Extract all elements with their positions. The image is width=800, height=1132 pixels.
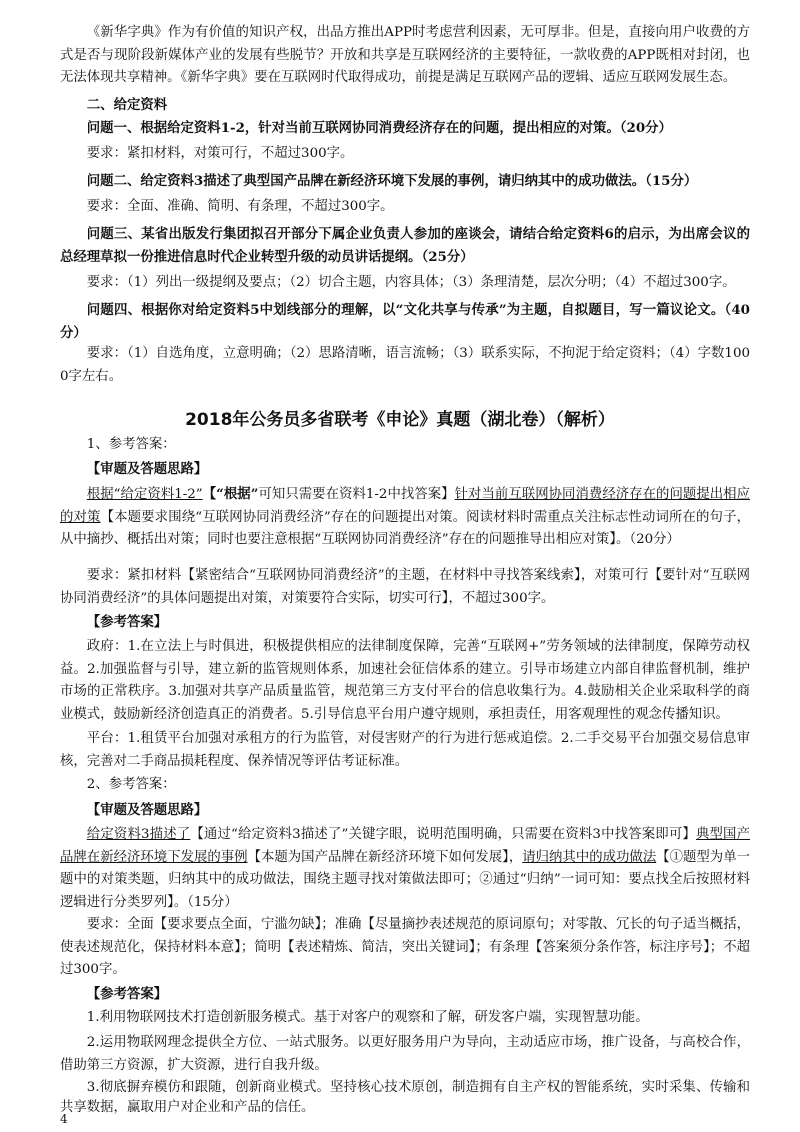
question-1-prompt: 问题一、根据给定资料1-2，针对当前互联网协同消费经济存在的问题，提出相应的对策。（20分） [86, 120, 672, 136]
answer-1-label: 1、参考答案： [86, 437, 176, 452]
question-4-prompt: 问题四、根据你对给定资料5中划线部分的理解，以“文化共享与传承”为主题，自拟题目，写一篇议论文。（40分） [60, 302, 750, 341]
intro-paragraph: 《新华字典》作为有价值的知识产权，出品方推出APP时考虑营利因素，无可厚非。但是，直接向用户收费的方式是否与现阶段新媒体产业的发展有些脱节？开放和共享是互联网经济的主要特征，一款收费的APP既相对封闭，也无法体现共享精神。《新华字典》要在互联网时代取得成功，前提是满足互联网产品的逻辑、适应互联网发展生态。 [60, 25, 750, 85]
approach-note: 【通过“给定资料3描述了”关键字眼，说明范围明确，只需要在资料3中找答案即可】 [190, 827, 696, 842]
question-3-prompt: 问题三、某省出版发行集团拟召开部分下属企业负责人参加的座谈会，请结合给定资料6的启示，为出席会议的总经理草拟一份推进信息时代企业转型升级的动员讲话提纲。（25分） [60, 226, 750, 265]
answer-2-approach-heading: 【审题及答题思路】 [86, 802, 208, 818]
answer-2-reference-heading: 【参考答案】 [86, 986, 168, 1002]
page-number: 4 [60, 1112, 68, 1126]
approach-keyword: 【“根据” [202, 486, 259, 502]
answer-1-requirement-detail: 要求：紧扣材料【紧密结合“互联网协同消费经济”的主题，在材料中寻找答案线索】，对策可行【要针对“互联网协同消费经济”的具体问题提出对策，对策要符合实际，切实可行】，不超过300字。 [60, 568, 750, 606]
question-2-prompt: 问题二、给定资料3描述了典型国产品牌在新经济环境下发展的事例，请归纳其中的成功做法。（15分） [86, 173, 698, 189]
answer-2-point-1: 1.利用物联网技术打造创新服务模式。基于对客户的观察和了解，研发客户端，实现智慧功能。 [86, 1010, 649, 1025]
approach-key-phrase: 典型国产品牌在新经济环境下发展的事例 [60, 827, 750, 865]
approach-note: 【本题为国产品牌在新经济环境下如何发展】， [247, 849, 523, 865]
question-1-requirement: 要求：紧扣材料，对策可行，不超过300字。 [86, 146, 354, 161]
answer-2-point-3: 3.彻底摒弃模仿和跟随，创新商业模式。坚持核心技术原创，制造拥有自主产权的智能系统，实时采集、传输和共享数据，赢取用户对企业和产品的信任。 [60, 1080, 750, 1115]
answer-1-approach [60, 483, 750, 552]
answer-2-approach [60, 824, 750, 914]
section-heading: 二、给定资料 [86, 97, 168, 113]
answer-2-label: 2、参考答案： [86, 777, 176, 792]
question-3-requirement: 要求：（1）列出一级提纲及要点；（2）切合主题，内容具体；（3）条理清楚，层次分明；（4）不超过300字。 [86, 275, 736, 290]
answer-1-platform: 平台：1.租赁平台加强对承租方的行为监管，对侵害财产的行为进行惩戒追偿。2.二手交易平台加强交易信息审核，完善对二手商品损耗程度、保养情况等评估考证标准。 [60, 731, 750, 769]
analysis-title: 2018年公务员多省联考《申论》真题（湖北卷）（解析） [185, 410, 615, 430]
answer-1-approach-heading: 【审题及答题思路】 [86, 461, 208, 477]
approach-key-phrase: 根据“给定资料1-2” [86, 487, 203, 502]
answer-1-government: 政府：1.在立法上与时俱进，积极提供相应的法律制度保障，完善“互联网+”劳务领域的法律制度，保障劳动权益。2.加强监督与引导，建立新的监管规则体系，加速社会征信体系的建立。引导市场建立内部自律监督机制，维护市场的正常秩序。3.加强对共享产品质量监管，规范第三方支付平台的信息收集行为。4.鼓励相关企业采取科学的商业模式，鼓励新经济创造真正的消费者。5.引导信息平台用户遵守规则，承担责任，用客观理性的观念传播知识。 [60, 639, 750, 722]
approach-note: 可知只需要在资料1-2中找答案】 [258, 487, 455, 502]
answer-2-point-2: 2.运用物联网理念提供全方位、一站式服务。以更好服务用户为导向，主动适应市场，推广设备，与高校合作，借助第三方资源，扩大资源，进行自我升级。 [60, 1035, 750, 1073]
question-2-requirement: 要求：全面、准确、简明、有条理，不超过300字。 [86, 199, 394, 214]
approach-key-phrase: 请归纳其中的成功做法 [522, 849, 657, 865]
answer-2-requirement-detail: 要求：全面【要求要点全面，宁滥勿缺】；准确【尽量摘抄表述规范的原词原句；对零散、冗长的句子适当概括，使表述规范化，保持材料本意】；简明【表述精炼、简洁，突出关键词】；有条理【答案须分条作答，标注序号】；不超过300字。 [60, 917, 750, 977]
approach-key-phrase: 给定资料3描述了 [86, 827, 191, 842]
question-4-requirement: 要求：（1）自选角度，立意明确；（2）思路清晰，语言流畅；（3）联系实际，不拘泥于给定资料；（4）字数1000字左右。 [60, 346, 750, 384]
answer-1-reference-heading: 【参考答案】 [86, 614, 168, 630]
approach-note: 【本题要求围绕“互联网协同消费经济”存在的问题提出对策。阅读材料时需重点关注标志性动词所在的句子，从中摘抄、概括出对策；同时也要注意根据“互联网协同消费经济”存在的问题推导出相应对策】。（20分） [60, 509, 750, 547]
approach-key-phrase: 针对当前互联网协同消费经济存在的问题提出相应的对策 [60, 487, 750, 525]
approach-note: 【①题型为单一题中的对策类题，归纳其中的成功做法，围绕主题寻找对策做法即可；②通过“归纳”一词可知：要点找全后按照材料逻辑进行分类罗列】。（15分） [60, 849, 750, 910]
